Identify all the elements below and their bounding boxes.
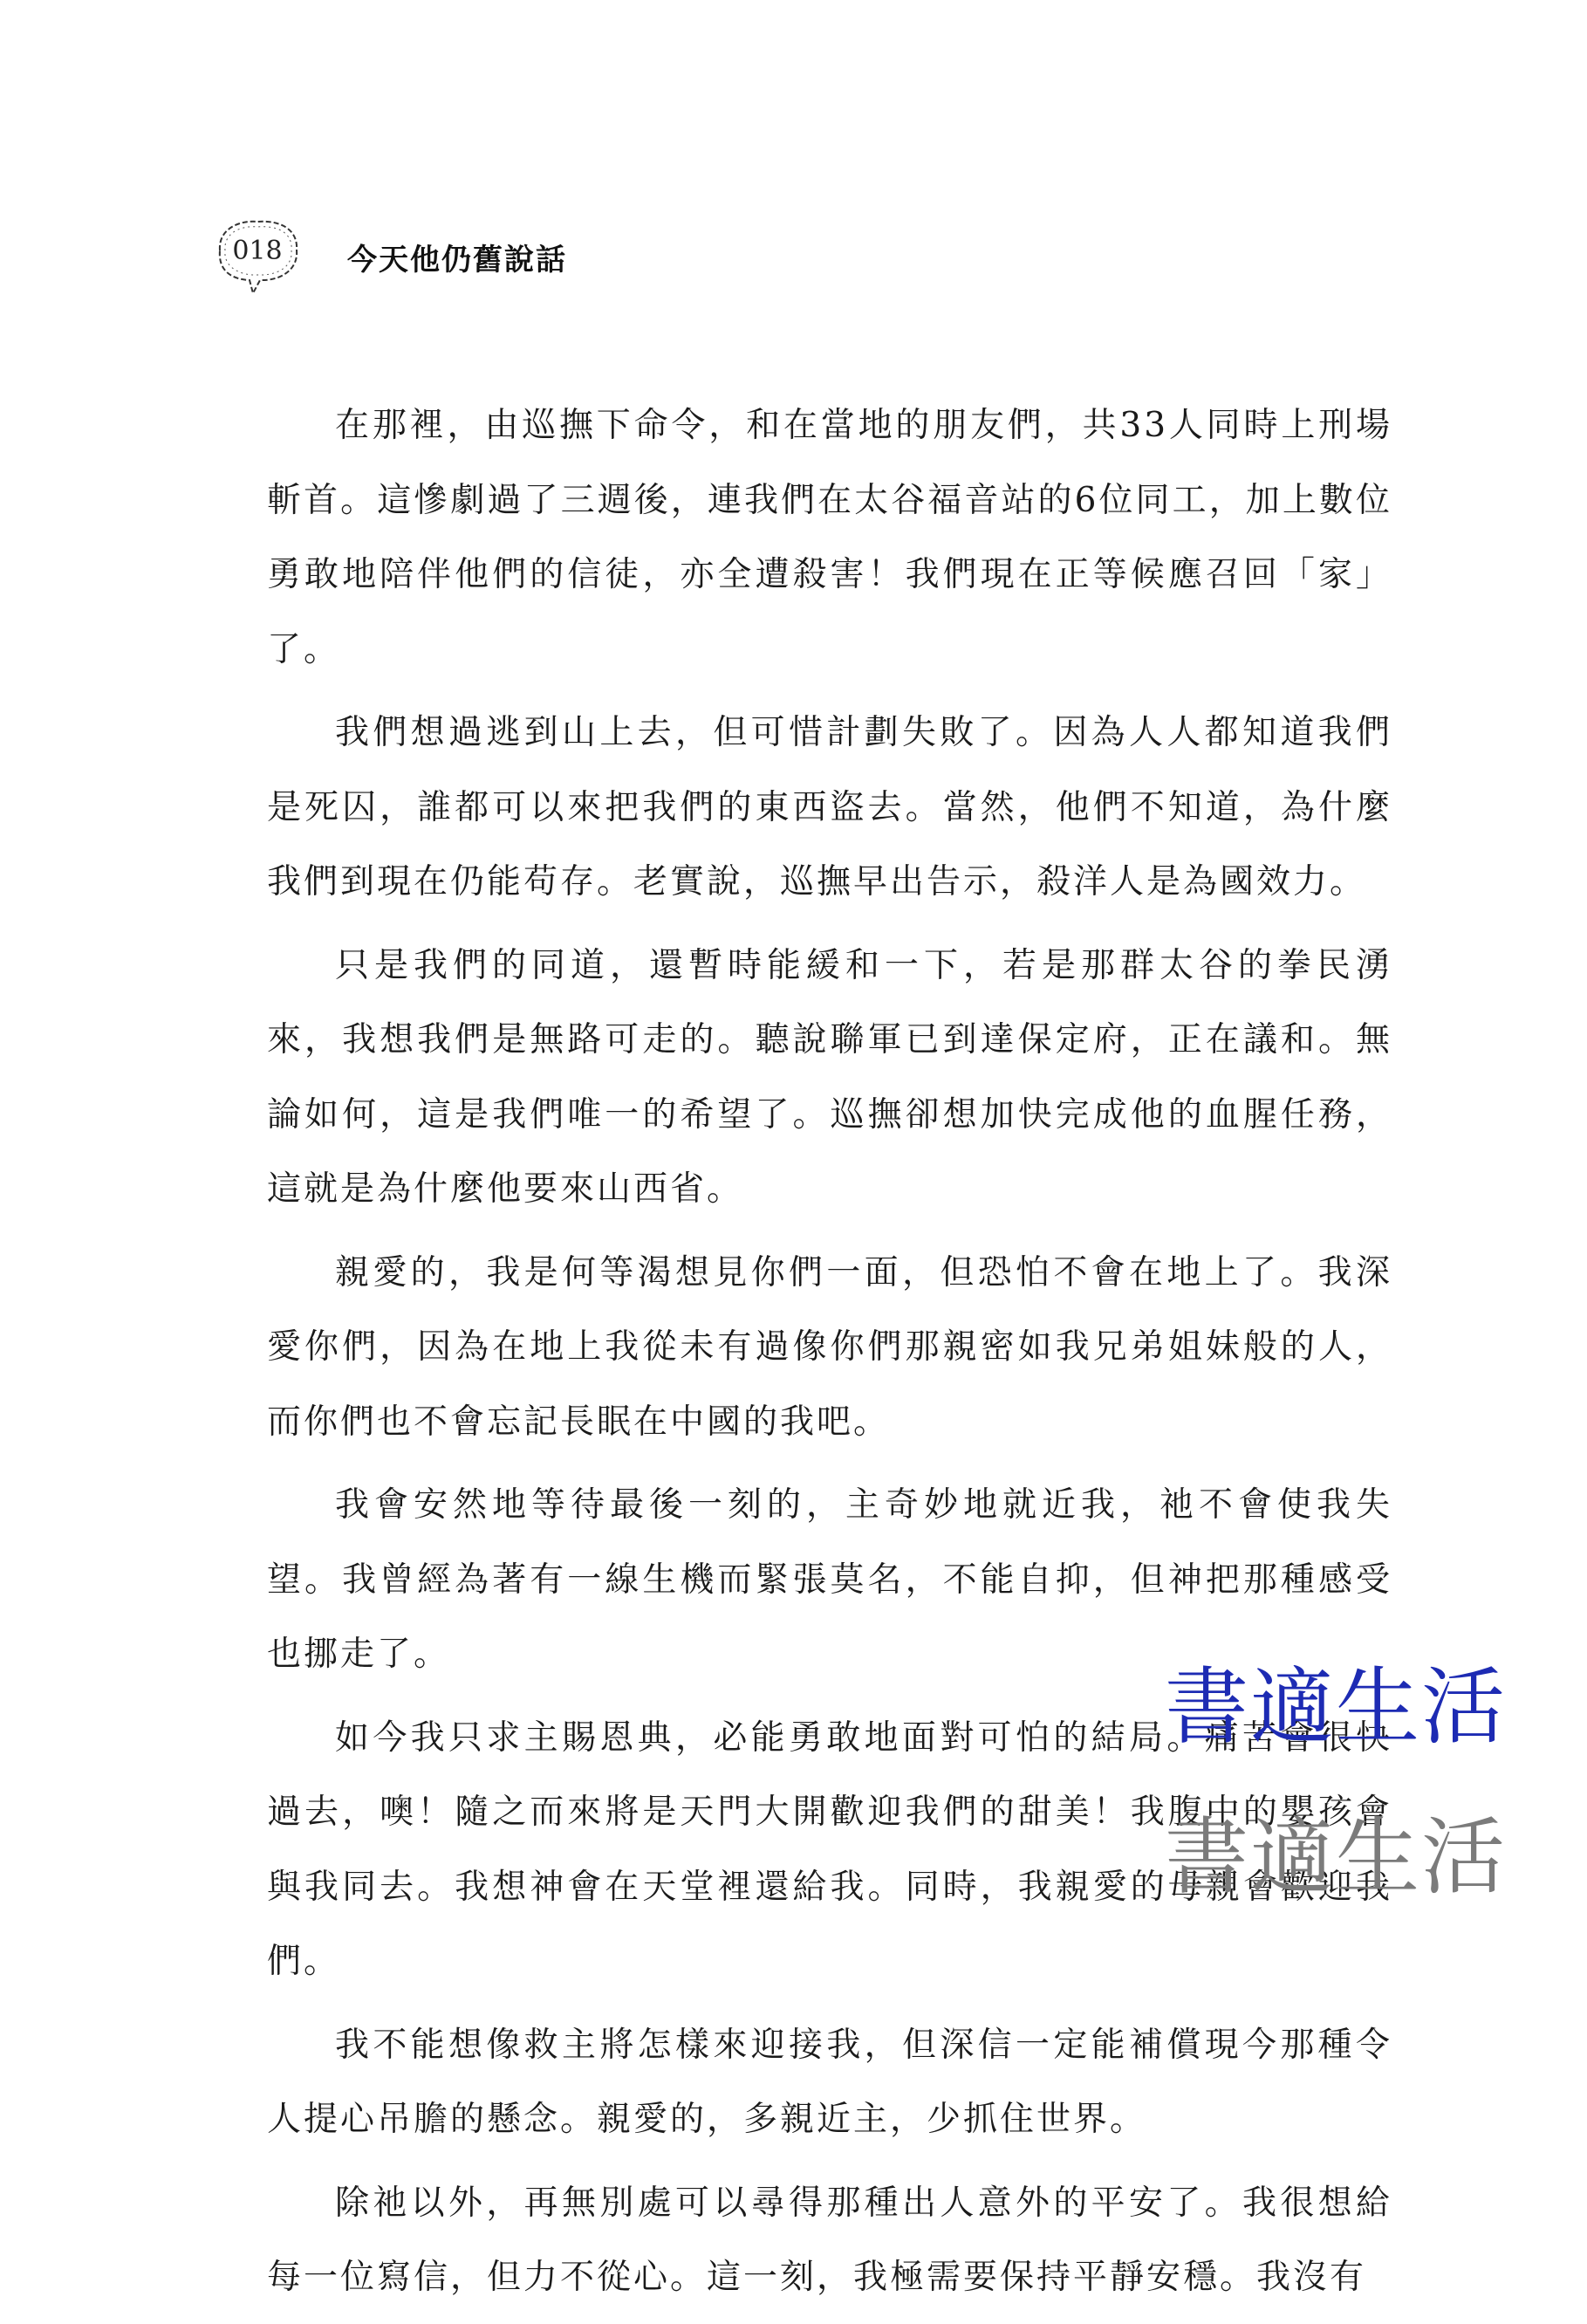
watermark-secondary: 書適生活 (1165, 1808, 1507, 1906)
paragraph: 我們想過逃到山上去，但可惜計劃失敗了。因為人人都知道我們是死囚，誰都可以來把我們的東西盜去。當然，他們不知道，為什麼我們到現在仍能苟存。老實說，巡撫早出告示，殺洋人是為國效力。 (267, 713, 1392, 901)
paragraph: 我不能想像救主將怎樣來迎接我，但深信一定能補償現今那種令人提心吊膽的懸念。親愛的，多親近主，少抓住世界。 (267, 2025, 1392, 2139)
page-number: 018 (232, 235, 283, 266)
paragraph: 我會安然地等待最後一刻的，主奇妙地就近我，祂不會使我失望。我曾經為著有一線生機而緊張莫名，不能自抑，但神把那種感受也挪走了。 (267, 1485, 1392, 1674)
book-title: 今天他仍舊說話 (347, 242, 567, 278)
paragraph: 在那裡，由巡撫下命令，和在當地的朋友們，共33人同時上刑場斬首。這慘劇過了三週後，連我們在太谷福音站的6位同工，加上數位勇敢地陪伴他們的信徒，亦全遭殺害！我們現在正等候應召回「家」了。 (267, 406, 1392, 669)
paragraph: 親愛的，我是何等渴想見你們一面，但恐怕不會在地上了。我深愛你們，因為在地上我從未有過像你們那親密如我兄弟姐妹般的人，而你們也不會忘記長眠在中國的我吧。 (267, 1252, 1392, 1442)
body-text (267, 388, 1392, 2324)
paragraph: 除祂以外，再無別處可以尋得那種出人意外的平安了。我很想給每一位寫信，但力不從心。這一刻，我極需要保持平靜安穩。我沒有 (267, 2183, 1392, 2297)
page-number-badge (209, 213, 305, 300)
page-header (209, 213, 567, 300)
paragraph: 如今我只求主賜恩典，必能勇敢地面對可怕的結局。痛苦會很快過去，噢！隨之而來將是天門大開歡迎我們的甜美！我腹中的嬰孩會與我同去。我想神會在天堂裡還給我。同時，我親愛的母親會歡迎我們。 (267, 1717, 1392, 1981)
watermark-primary: 書適生活 (1165, 1658, 1507, 1756)
paragraph: 只是我們的同道，還暫時能緩和一下，若是那群太谷的拳民湧來，我想我們是無路可走的。聽說聯軍已到達保定府，正在議和。無論如何，這是我們唯一的希望了。巡撫卻想加快完成他的血腥任務，這就是為什麼他要來山西省。 (267, 945, 1392, 1209)
